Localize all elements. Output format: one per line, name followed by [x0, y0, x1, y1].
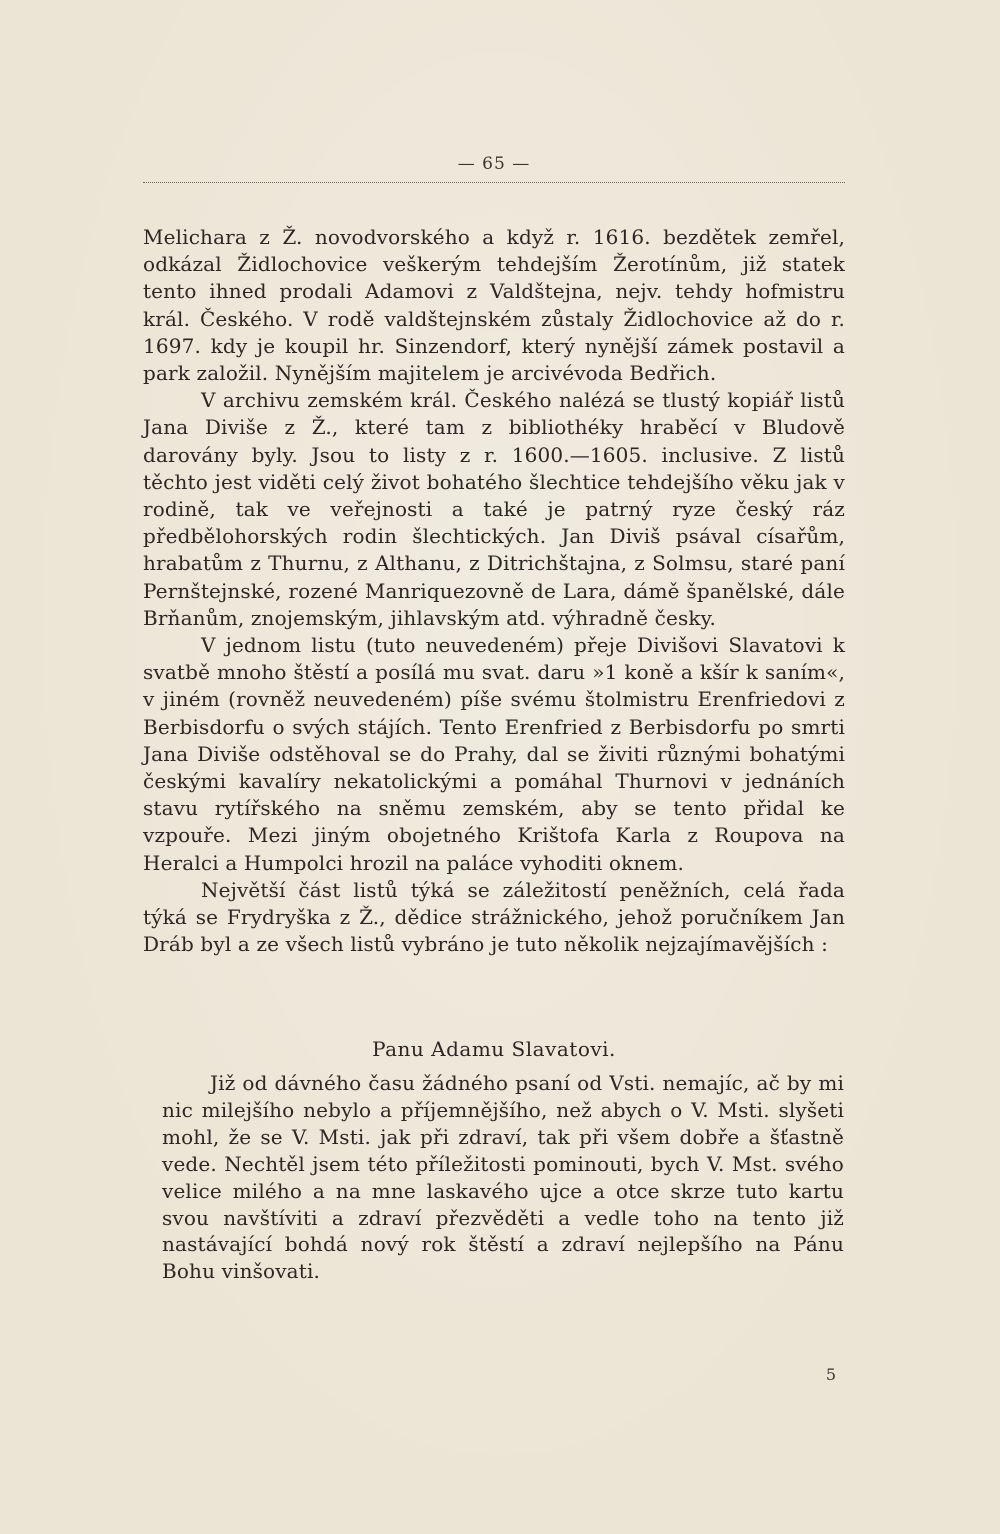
page-header — [143, 150, 845, 186]
paragraph-financial: Největší část listů týká se záležitostí peněžních, celá řada týká se Frydryška z Ž., dědice strážnického, jehož poručníkem Jan Dráb byl a ze všech listů vybráno je tuto několik nejzajímavějších : — [143, 877, 845, 957]
header-dotted-rule — [143, 182, 845, 183]
paragraph-letter-mention: V jednom listu (tuto neuvedeném) přeje Divišovi Slavatovi k svatbě mnoho štěstí a posílá mu svat. daru »1 koně a kšír k saním«, v jiném (rovněž neuvedeném) píše svému štolmistru Erenfriedovi z Berbisdorfu o svých stájích. Tento Erenfried z Berbisdorfu po smrti Jana Diviše odstěhoval se do Prahy, dal se živiti různými bohatými českými kavalíry nekatolickými a pomáhal Thurnovi v jednáních stavu rytířského na sněmu zemském, aby se tento přidal ke vzpouře. Mezi jiným obojetného Krištofa Karla z Roupova na Heralci a Humpolci hrozil na paláce vyhoditi oknem. — [143, 633, 845, 875]
letter-body — [162, 1070, 844, 1285]
paragraph-archive: V archivu zemském král. Českého nalézá se tlustý kopiář listů Jana Diviše z Ž., které tam z bibliothéky hraběcí v Bludově darovány byly. Jsou to listy z r. 1600.—1605. inclusive. Z listů těchto jest viděti celý život bohatého šlechtice tehdejšího věku jak v rodině, tak ve veřejnosti a také je patrný ryze český ráz předbělohorských rodin šlechtických. Jan Diviš psával císařům, hrabatům z Thurnu, z Althanu, z Ditrichštajna, z Solmsu, staré paní Pernštejnské, rozené Manriquezovně de Lara, dámě španělské, dále Brňanům, znojemským, jihlavským atd. výhradně česky. — [143, 388, 845, 630]
letter-paragraph: Již od dávného času žádného psaní od Vsti. nemajíc, ač by mi nic milejšího nebylo a příjemnějšího, než abych o V. Msti. slyšeti mohl, že se V. Msti. jak při zdraví, tak při všem dobře a šťastně vede. Nechtěl jsem této příležitosti pominouti, bych V. Mst. svého velice milého a na mne laskavého ujce a otce skrze tuto kartu svou navštíviti a zdraví přezvěděti a vedle toho na tento již nastávající bohdá nový rok štěstí a zdraví nejlepšího na Pánu Bohu vinšovati. — [162, 1071, 844, 1284]
signature-mark: 5 — [825, 1365, 836, 1384]
page-number: — 65 — — [457, 154, 531, 174]
paragraph-continuation: Melichara z Ž. novodvorského a když r. 1616. bezdětek zemřel, odkázal Židlochovice veškerým tehdejším Žerotínům, již statek tento ihned prodali Adamovi z Valdštejna, nejv. tehdy hofmistru král. Českého. V rodě valdštejnském zůstaly Židlochovice až do r. 1697. kdy je koupil hr. Sinzendorf, který nynější zámek postavil a park založil. Nynějším majitelem je arcivévoda Bedřich. — [143, 225, 845, 386]
letter-heading: Panu Adamu Slavatovi. — [372, 1037, 616, 1061]
main-text — [143, 224, 845, 958]
